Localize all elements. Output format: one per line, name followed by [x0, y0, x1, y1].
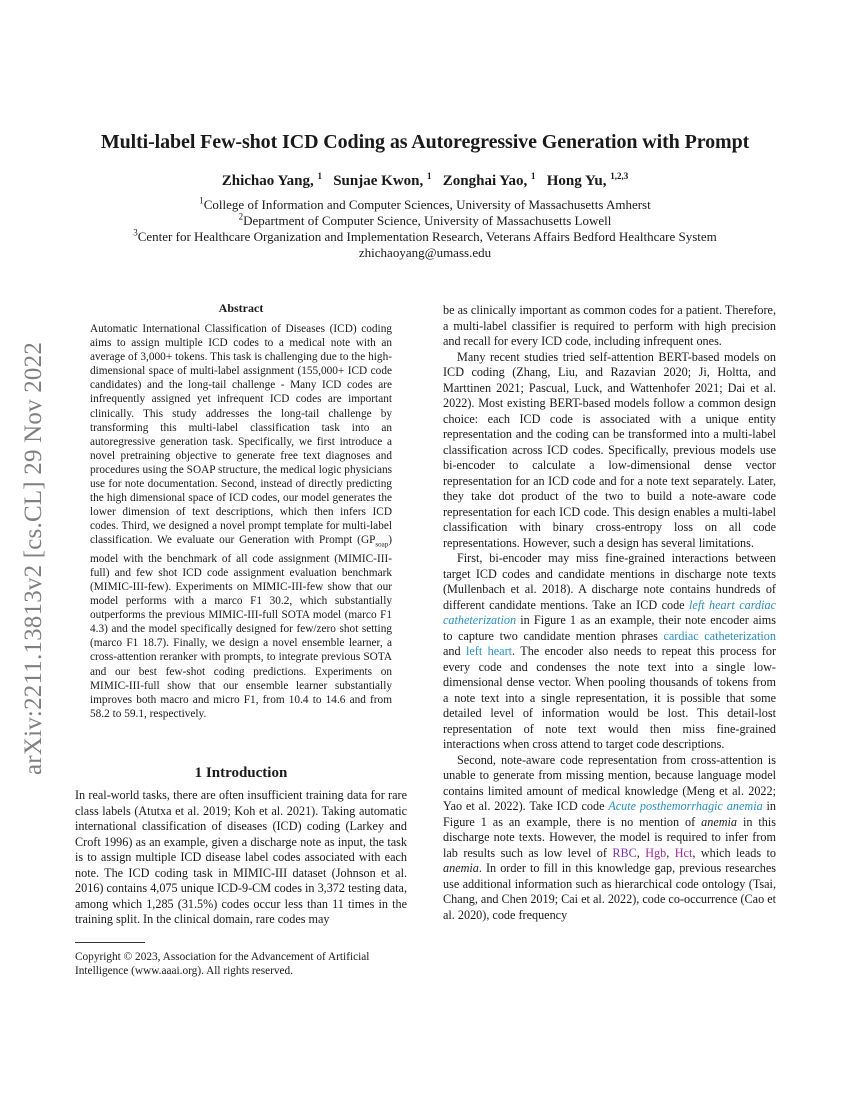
- abstract-text: Automatic International Classification of Diseases (ICD) coding aims to assign multiple ICD codes to a medical note with an average of 3,000+ tokens. This task is challenging due to the high-dimensional space of multi-label assignment (155,000+ ICD code candidates) and the long-tail challenge - Many ICD codes are infrequently assigned yet infrequent ICD codes are important clinically. This study addresses the long-tail challenge by transforming this multi-label classification task into an autoregressive generation task. Specifically, we first introduce a novel pretraining objective to generate free text diagnoses and procedures using the SOAP structure, the medical logic physicians use for note documentation. Second, instead of directly predicting the high dimensional space of ICD codes, our model generates the lower dimension of text descriptions, which then infers ICD codes. Third, we designed a novel prompt template for multi-label classification. We evaluate our Generation with Prompt (GP: [90, 323, 392, 547]
- affiliation-mark: 1: [199, 195, 204, 206]
- abstract-heading: Abstract: [218, 301, 264, 315]
- text-run: in this discharge note texts. However, the model is required to infer from lab results such as low level of: [443, 814, 776, 860]
- author-name: Sunjae Kwon,: [333, 173, 424, 189]
- paper-title: Multi-label Few-shot ICD Coding as Autoregressive Generation with Prompt: [100, 131, 750, 153]
- affiliation-text: College of Information and Computer Sciences, University of Massachusetts Amherst: [203, 197, 651, 212]
- text-run: . The encoder also needs to repeat this process for every code and condenses the note text into a single low-dimensional dense vector. When pooling thousands of tokens from a note text into a single representation, it is possible that some detailed level of information would be lost. This detail-lost representation of note text would then miss fine-grained interactions when cross attend to target code descriptions.: [443, 644, 777, 751]
- affiliation-line: [60, 229, 790, 245]
- author-affiliation-mark: 1: [530, 171, 536, 181]
- text-run: First, bi-encoder may miss fine-grained interactions between target ICD codes and candidate mentions in discharge note texts (Mullenbach et al. 2018). A discharge note contains hundreds of different candidate mentions. Take an ICD code: [443, 551, 776, 612]
- footnote-divider: [75, 942, 145, 943]
- paragraph: be as clinically important as common codes for a patient. Therefore, a multi-label classifier is required to perform with high precision and recall for every ICD code, including infrequent ones.: [443, 303, 776, 348]
- author-list: [60, 173, 790, 190]
- text-run: ,: [666, 845, 675, 860]
- text-run: . In order to fill in this knowledge gap, previous researches use additional information such as hierarchical code ontology (Tsai, Chang, and Chen 2019; Cai et al. 2022), code co-occurrence (Cao et al. 2020), code frequency: [443, 861, 777, 922]
- lab-result: Hgb: [645, 845, 667, 860]
- right-column: [443, 303, 776, 923]
- author-affiliation-mark: 1: [427, 171, 432, 181]
- affiliation-line: [60, 197, 790, 213]
- section-heading-introduction: 1 Introduction: [194, 765, 288, 781]
- mention-phrase: left heart: [466, 644, 513, 658]
- text-run: in Figure 1 as an example, their note encoder aims to capture two candidate mention phrases: [443, 613, 776, 643]
- paragraph: [443, 753, 776, 924]
- paragraph: In real-world tasks, there are often insufficient training data for rare class labels (Atutxa et al. 2019; Koh et al. 2021). Taking automatic international classification of diseases (ICD) coding (Larkey and Croft 1996) as an example, given a discharge note as input, the task is to assign multiple ICD disease label codes associated with each note. The ICD coding task in MIMIC-III dataset (Johnson et al. 2016) contains 4,075 unique ICD-9-CM codes in 3,372 testing data, among which 1,285 (31.5%) codes occur less than 11 times in the training split. In the clinical domain, rare codes may: [75, 788, 407, 926]
- text-run: , which leads to: [692, 845, 777, 860]
- lab-result: RBC: [612, 845, 637, 860]
- affiliation-line: [60, 213, 790, 229]
- author-name: Zhichao Yang,: [221, 173, 314, 189]
- emphasis: anemia: [443, 861, 479, 875]
- text-run: in Figure 1 as an example, there is no mention of: [443, 799, 777, 829]
- abstract-subscript: soap: [375, 540, 389, 549]
- copyright-notice: Copyright © 2023, Association for the Advancement of Artificial Intelligence (www.aaai.org). All rights reserved.: [75, 951, 370, 977]
- icd-code-reference: Acute posthemorrhagic anemia: [608, 799, 763, 813]
- text-run: ,: [636, 845, 646, 860]
- affiliation-mark: 2: [238, 211, 244, 222]
- paragraph: Many recent studies tried self-attention BERT-based models on ICD coding (Zhang, Liu, and Razavian 2020; Ji, Holtta, and Marttinen 2021; Pascual, Luck, and Wattenhofer 2021; Dai et al. 2022). Most existing BERT-based models follow a common design choice: each ICD code is associated with a unique entity representation and the coding can be transformed into a multi-label classification across ICD codes. Specifically, previous models use bi-encoder to calculate a low-dimensional dense vector representation for an ICD code and for a note text separately. Later, they take dot product of the two to build a note-aware code representation for each ICD code. This design enables a multi-label classification with binary cross-entropy loss on all code representations. However, such a design has several limitations.: [443, 349, 776, 550]
- author-email[interactable]: zhichaoyang@umass.edu: [358, 245, 492, 260]
- author-name: Hong Yu,: [546, 173, 607, 189]
- affiliation-text: Department of Computer Science, University of Massachusetts Lowell: [243, 213, 612, 228]
- affiliation-mark: 3: [133, 227, 138, 238]
- abstract-text: ) model with the benchmark of all code assignment (MIMIC-III-full) and few shot ICD code assignment evaluation benchmark (MIMIC-III-few). Experiments on MIMIC-III-few show that our model performs with a marco F1 30.2, which substantially outperforms the previous MIMIC-III-full SOTA model (marco F1 4.3) and the model specifically designed for few/zero shot setting (marco F1 18.7). Finally, we design a novel ensemble learner, a cross-attention reranker with prompts, to integrate previous SOTA and our best few-shot coding predictions. Experiments on MIMIC-III-full show that our ensemble learner substantially improves both macro and micro F1, from 10.4 to 14.6 and from 58.2 to 59.1, respectively.: [90, 534, 392, 720]
- text-run: Second, note-aware code representation from cross-attention is unable to generate from missing mention, because language model contains limited amount of medical knowledge (Meng et al. 2022; Yao et al. 2022). Take ICD code: [443, 752, 776, 813]
- author-affiliation-mark: 1,2,3: [610, 171, 629, 181]
- arxiv-identifier: arXiv:2211.13813v2 [cs.CL] 29 Nov 2022: [20, 341, 47, 775]
- icd-code-reference: left heart cardiac catheterization: [443, 597, 776, 627]
- introduction-body: [75, 788, 407, 928]
- text-run: and: [443, 644, 467, 658]
- paragraph: [443, 551, 776, 753]
- emphasis: anemia: [701, 814, 738, 829]
- mention-phrase: cardiac catheterization: [663, 628, 776, 643]
- author-affiliation-mark: 1: [317, 171, 322, 181]
- affiliation-text: Center for Healthcare Organization and Implementation Research, Veterans Affairs Bedford Healthcare System: [137, 229, 717, 244]
- author-name: Zonghai Yao,: [442, 173, 528, 189]
- lab-result: Hct: [674, 845, 693, 860]
- abstract-body: [90, 322, 392, 721]
